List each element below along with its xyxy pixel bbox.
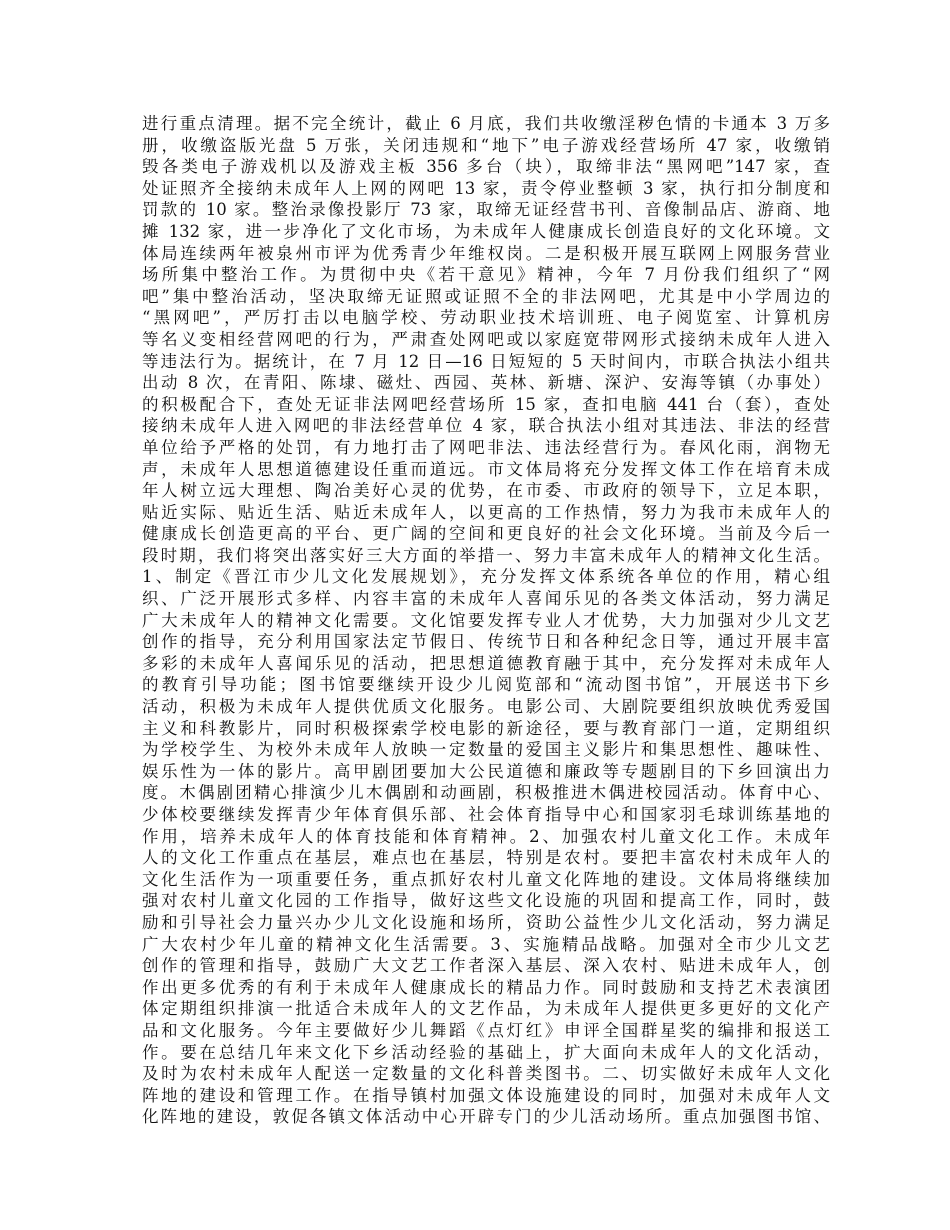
text-line: 作用，培养未成年人的体育技能和体育精神。2、加强农村儿童文化工作。未成年 (142, 826, 830, 846)
text-line: 少体校要继续发挥青少年体育俱乐部、社会体育指导中心和国家羽毛球训练基地的 (142, 805, 830, 824)
text-line: 广大农村少年儿童的精神文化生活需要。3、实施精品战略。加强对全市少儿文艺 (142, 934, 830, 954)
text-line: 娱乐性为一体的影片。高甲剧团要加大公民道德和廉政等专题剧目的下乡回演出力 (142, 761, 830, 781)
text-line: 的教育引导功能；图书馆要继续开设少儿阅览部和“流动图书馆”，开展送书下乡 (142, 675, 830, 695)
text-line: 体定期组织排演一批适合未成年人的文艺作品，为未成年人提供更多更好的文化产 (142, 999, 830, 1019)
text-line: 处证照齐全接纳未成年人上网的网吧 13 家，责令停业整顿 3 家，执行扣分制度和 (142, 178, 830, 198)
text-line: 进行重点清理。据不完全统计，截止 6 月底，我们共收缴淫秽色情的卡通本 3 万多 (142, 114, 830, 133)
text-line: 多彩的未成年人喜闻乐见的活动，把思想道德教育融于其中，充分发挥对未成年人 (142, 653, 830, 673)
text-line: 吧”集中整治活动，坚决取缔无证照或证照不全的非法网吧，尤其是中小学周边的 (142, 286, 830, 306)
text-line: 织、广泛开展形式多样、内容丰富的未成年人喜闻乐见的各类文体活动，努力满足 (142, 589, 830, 609)
text-line: 强对农村儿童文化园的工作指导，做好这些文化设施的巩固和提高工作，同时，鼓 (142, 891, 830, 911)
text-line: 罚款的 10 家。整治录像投影厅 73 家，取缔无证经营书刊、音像制品店、游商、地 (142, 200, 830, 220)
text-line: 场所集中整治工作。为贯彻中央《若干意见》精神，今年 7 月份我们组织了“网 (142, 265, 830, 285)
text-line: 励和引导社会力量兴办少儿文化设施和场所，资助公益性少儿文化活动，努力满足 (142, 912, 830, 932)
text-line: 作。要在总结几年来文化下乡活动经验的基础上，扩大面向未成年人的文化活动， (142, 1042, 830, 1062)
text-line: 声，未成年人思想道德建设任重而道远。市文体局将充分发挥文体工作在培育未成 (142, 459, 830, 479)
text-line: 主义和科教影片，同时积极探索学校电影的新途径，要与教育部门一道，定期组织 (142, 718, 830, 738)
text-line: 人的文化工作重点在基层，难点也在基层，特别是农村。要把丰富农村未成年人的 (142, 848, 830, 868)
text-line: 作出更多优秀的有利于未成年人健康成长的精品力作。同时鼓励和支持艺术表演团 (142, 977, 830, 997)
text-line: 广大未成年人的精神文化需要。文化馆要发挥专业人才优势，大力加强对少儿文艺 (142, 610, 830, 630)
text-line: 及时为农村未成年人配送一定数量的文化科普类图书。二、切实做好未成年人文化 (142, 1064, 830, 1084)
text-line: 度。木偶剧团精心排演少儿木偶剧和动画剧，积极推进木偶进校园活动。体育中心、 (142, 783, 830, 803)
text-line: 为学校学生、为校外未成年人放映一定数量的爱国主义影片和集思想性、趣味性、 (142, 740, 830, 760)
text-line: “黑网吧”，严厉打击以电脑学校、劳动职业技术培训班、电子阅览室、计算机房 (142, 308, 830, 328)
text-line: 文化生活作为一项重要任务，重点抓好农村儿童文化阵地的建设。文体局将继续加 (142, 869, 830, 889)
text-line: 健康成长创造更高的平台、更广阔的空间和更良好的社会文化环境。当前及今后一 (142, 524, 830, 544)
text-line: 册，收缴盗版光盘 5 万张，关闭违规和“地下”电子游戏经营场所 47 家，收缴销 (142, 135, 830, 155)
text-line: 的积极配合下，查处无证非法网吧经营场所 15 家，查扣电脑 441 台（套），查处 (142, 394, 830, 414)
text-line: 毁各类电子游戏机以及游戏主板 356 多台（块），取缔非法“黑网吧”147 家，查 (142, 157, 830, 177)
text-line: 等名义变相经营网吧的行为，严肃查处网吧或以家庭宽带网形式接纳未成年人进入 (142, 329, 830, 349)
text-line: 体局连续两年被泉州市评为优秀青少年维权岗。二是积极开展互联网上网服务营业 (142, 243, 830, 263)
text-line: 1、制定《晋江市少儿文化发展规划》，充分发挥文体系统各单位的作用，精心组 (142, 567, 830, 587)
text-line: 阵地的建设和管理工作。在指导镇村加强文体设施建设的同时，加强对未成年人文 (142, 1085, 830, 1105)
text-line: 摊 132 家，进一步净化了文化市场，为未成年人健康成长创造良好的文化环境。文 (142, 221, 830, 241)
text-line: 化阵地的建设，敦促各镇文体活动中心开辟专门的少儿活动场所。重点加强图书馆、 (142, 1107, 830, 1127)
text-line: 活动，积极为未成年人提供优质文化服务。电影公司、大剧院要组织放映优秀爱国 (142, 697, 830, 717)
text-line: 品和文化服务。今年主要做好少儿舞蹈《点灯红》申评全国群星奖的编排和报送工 (142, 1020, 830, 1040)
text-line: 段时期，我们将突出落实好三大方面的举措一、努力丰富未成年人的精神文化生活。 (142, 545, 830, 565)
text-line: 接纳未成年人进入网吧的非法经营单位 4 家，联合执法小组对其违法、非法的经营 (142, 416, 830, 436)
text-line: 贴近实际、贴近生活、贴近未成年人，以更高的工作热情，努力为我市未成年人的 (142, 502, 830, 522)
text-line: 创作的管理和指导，鼓励广大文艺工作者深入基层、深入农村、贴进未成年人，创 (142, 956, 830, 976)
text-line: 出动 8 次，在青阳、陈埭、磁灶、西园、英林、新塘、深沪、安海等镇（办事处） (142, 373, 830, 393)
text-line: 等违法行为。据统计，在 7 月 12 日—16 日短短的 5 天时间内，市联合执法小组共 (142, 351, 830, 371)
text-line: 年人树立远大理想、陶冶美好心灵的优势，在市委、市政府的领导下，立足本职， (142, 481, 830, 501)
text-line: 单位给予严格的处罚，有力地打击了网吧非法、违法经营行为。春风化雨，润物无 (142, 437, 830, 457)
text-line: 创作的指导，充分利用国家法定节假日、传统节日和各种纪念日等，通过开展丰富 (142, 632, 830, 652)
body-text (142, 113, 830, 1128)
